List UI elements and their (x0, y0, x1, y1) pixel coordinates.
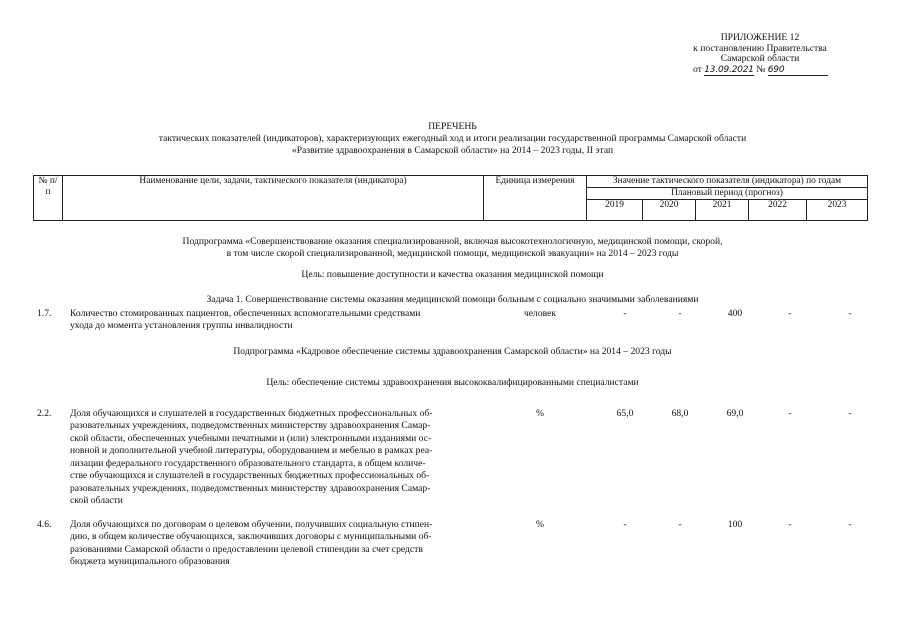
header-num: № п/п (34, 176, 63, 221)
row-1-7-value-2022: - (788, 308, 792, 319)
row-4-6-value-2022: - (788, 519, 792, 530)
row-1-7-value-2020: - (678, 308, 682, 319)
row-4-6-value-2019: - (623, 519, 627, 530)
row-4-6-value-2023: - (848, 519, 852, 530)
subprogram2-goal: Цель: обеспечение системы здравоохранения высококвалифицированными специалистами (266, 377, 639, 388)
appendix-line2: Самарской области (720, 53, 800, 65)
row-2-2-value-2020: 68,0 (671, 408, 689, 419)
row-2-2-text (70, 408, 482, 508)
subprogram1-line1: Подпрограмма «Совершенствование оказания специализированной, включая высокотехнологичную, медицинской помощи, скорой, (182, 236, 723, 247)
row-1-7-unit: человек (523, 308, 557, 319)
row-1-7-value-2021: 400 (727, 308, 743, 319)
heading-line2: «Развитие здравоохранения в Самарской области» на 2014 – 2023 годы, II этап (291, 145, 614, 156)
text-line: Доля обучающихся по договорам о целевом обучении, получивших социальную стипен- (70, 519, 433, 530)
row-4-6-value-2020: - (678, 519, 682, 530)
document-number: 690 (768, 65, 828, 76)
header-plan: Плановый период (прогноз) (587, 188, 868, 200)
subprogram1-line2: в том числе скорой специализированной, медицинской помощи, медицинской эвакуации» на 2014 – 2023 годы (226, 248, 679, 259)
header-year: 2020 (643, 200, 696, 221)
appendix-title: ПРИЛОЖЕНИЕ 12 (720, 32, 800, 43)
row-1-7-text (70, 308, 482, 333)
header-year: 2019 (587, 200, 643, 221)
from-label: от (693, 64, 702, 76)
row-2-2-value-2019: 65,0 (616, 408, 634, 419)
row-4-6-num: 4.6. (37, 519, 52, 530)
row-4-6-unit: % (536, 519, 544, 530)
header-value: Значение тактического показателя (индикатора) по годам (587, 176, 868, 188)
appendix-line1: к постановлению Правительства (693, 42, 827, 54)
subprogram2-title: Подпрограмма «Кадровое обеспечение системы здравоохранения Самарской области» на 2014 – 2023 годы (233, 346, 672, 357)
appendix-block (675, 33, 845, 76)
text-line: разовательных учреждениях, подведомственных министерству здравоохранения Самар- (70, 420, 431, 432)
heading-title: ПЕРЕЧЕНЬ (428, 121, 477, 132)
text-line: ской области, обеспеченных учебными печатными и (или) электронными изданиями ос- (70, 432, 432, 444)
row-2-2-value-2022: - (788, 408, 792, 419)
header-year: 2023 (807, 200, 868, 221)
header-name: Наименование цели, задачи, тактического показателя (индикатора) (63, 176, 484, 221)
row-4-6-value-2021: 100 (727, 519, 743, 530)
text-line: Количество стомированных пациентов, обеспеченных вспомогательными средствами (70, 308, 421, 319)
text-line: ухода до момента установления группы инвалидности (70, 320, 293, 332)
appendix-signature-line (675, 65, 845, 76)
text-line: новной и дополнительной учебной литературы, оборудованием и мебелью в рамках реа- (70, 445, 433, 457)
document-date: 13.09.2021 (704, 65, 754, 76)
text-line: дию, в общем количестве обучающихся, заключивших договоры с муниципальными об- (70, 531, 432, 543)
text-line: разовательных учреждениях, подведомственных министерству здравоохранения Самар- (70, 482, 431, 494)
subprogram1-goal: Цель: повышение доступности и качества оказания медицинской помощи (301, 269, 604, 280)
text-line: стве обучающихся и слушателей в государственных бюджетных профессиональных об- (70, 470, 430, 482)
row-1-7-value-2023: - (848, 308, 852, 319)
text-line: бюджета муниципального образования (70, 556, 230, 568)
row-4-6-text (70, 519, 482, 569)
row-2-2-value-2023: - (848, 408, 852, 419)
heading-line1: тактических показателей (индикаторов), характеризующих ежегодный ход и итоги реализации государственной программы Самарской области (158, 133, 747, 144)
text-line: лизации федерального государственного образовательного стандарта, в общем количе- (70, 457, 426, 469)
row-2-2-num: 2.2. (37, 408, 52, 419)
indicator-table-header (33, 175, 868, 221)
row-2-2-unit: % (536, 408, 544, 419)
header-year: 2021 (696, 200, 749, 221)
row-1-7-num: 1.7. (37, 308, 52, 319)
header-year: 2022 (749, 200, 807, 221)
subprogram1-task: Задача 1. Совершенствование системы оказания медицинской помощи больным с социально значимыми заболеваниями (206, 294, 699, 305)
row-2-2-value-2021: 69,0 (726, 408, 744, 419)
text-line: ской области (70, 495, 123, 507)
header-unit: Единица измерения (484, 176, 587, 221)
row-1-7-value-2019: - (623, 308, 627, 319)
text-line: Доля обучающихся и слушателей в государственных бюджетных профессиональных об- (70, 408, 433, 419)
text-line: разованиями Самарской области о предоставлении целевой стипендии за счет средств (70, 543, 423, 555)
number-label: № (756, 64, 766, 76)
